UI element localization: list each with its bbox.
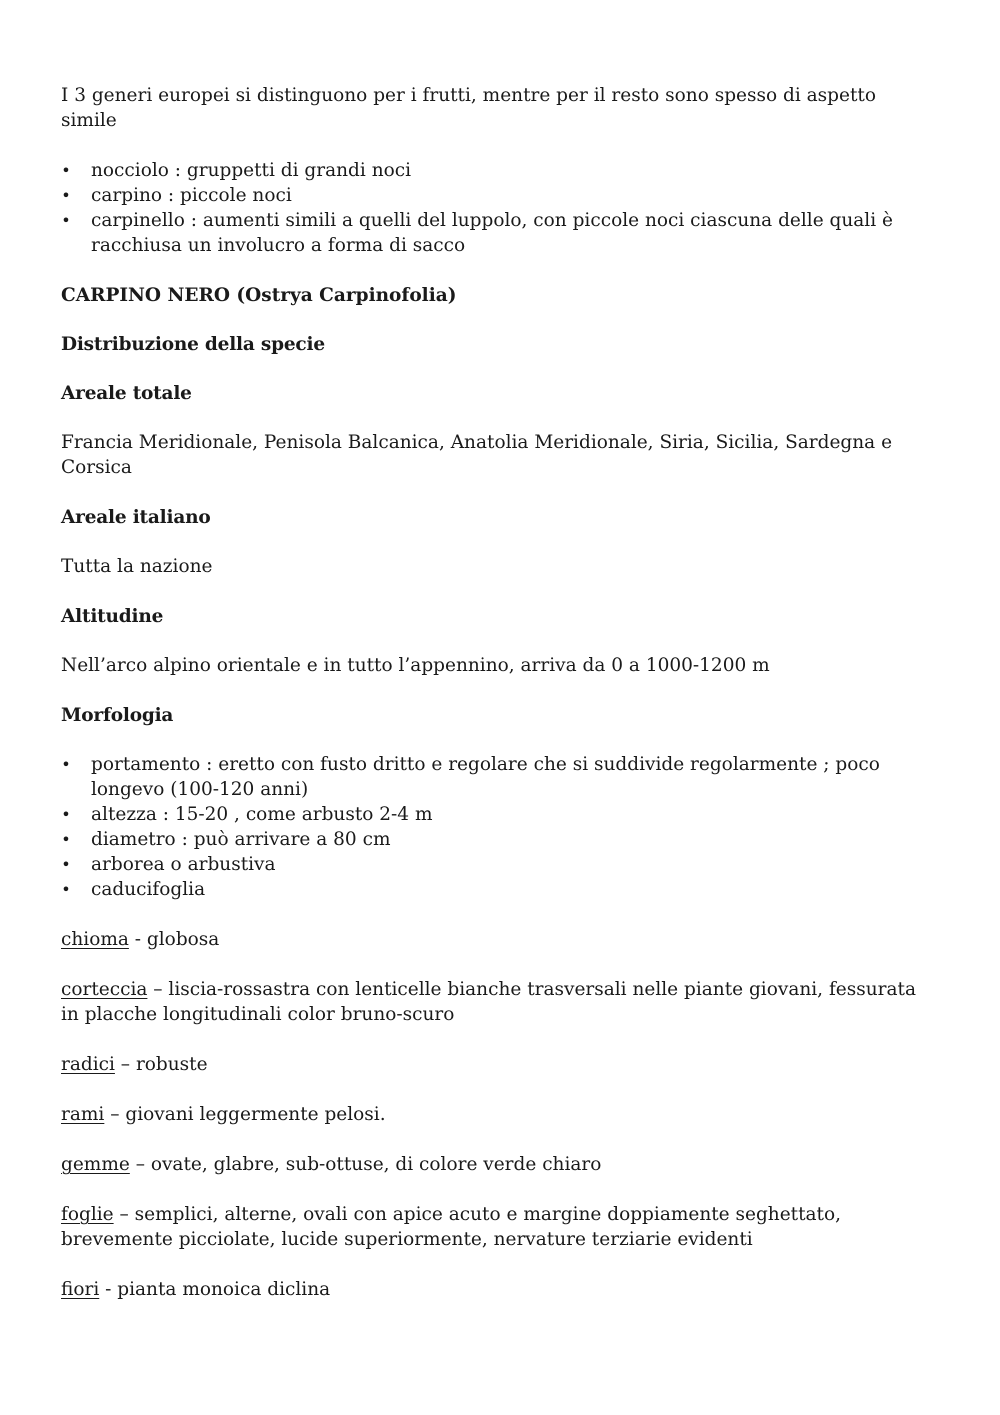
bullet-icon: • xyxy=(61,186,71,205)
feature-gemme: gemme – ovate, glabre, sub-ottuse, di colore verde chiaro xyxy=(61,1154,602,1175)
altitudine-heading: Altitudine xyxy=(61,606,164,627)
bullet-icon: • xyxy=(61,855,71,874)
feature-term: corteccia xyxy=(61,979,148,1000)
list-item: • arborea o arbustiva xyxy=(61,854,276,875)
feature-foglie: foglie – semplici, alterne, ovali con apice acuto e margine doppiamente seghettato, brevemente picciolate, lucide superiormente, nervature terziarie evidenti xyxy=(61,1204,842,1250)
list-item: • carpinello : aumenti simili a quelli del luppolo, con piccole noci ciascuna delle quali è racchiusa un involucro a forma di sacco xyxy=(61,210,893,256)
list-item: • diametro : può arrivare a 80 cm xyxy=(61,829,391,850)
feature-corteccia: corteccia – liscia-rossastra con lenticelle bianche trasversali nelle piante giovani, fessurata in placche longitudinali color bruno-scuro xyxy=(61,979,916,1025)
feature-chioma: chioma - globosa xyxy=(61,929,220,950)
feature-term: chioma xyxy=(61,929,129,950)
distribution-heading: Distribuzione della specie xyxy=(61,334,325,355)
list-item: • nocciolo : gruppetti di grandi noci xyxy=(61,160,412,181)
list-item: • carpino : piccole noci xyxy=(61,185,292,206)
morfologia-heading: Morfologia xyxy=(61,705,174,726)
feature-term: gemme xyxy=(61,1154,130,1175)
bullet-icon: • xyxy=(61,805,71,824)
bullet-icon: • xyxy=(61,880,71,899)
areale-totale-heading: Areale totale xyxy=(61,383,192,404)
list-item: • portamento : eretto con fusto dritto e regolare che si suddivide regolarmente ; poco longevo (100-120 anni) xyxy=(61,754,880,800)
species-title: CARPINO NERO (Ostrya Carpinofolia) xyxy=(61,285,457,306)
areale-totale-text: Francia Meridionale, Penisola Balcanica, Anatolia Meridionale, Siria, Sicilia, Sardegna e Corsica xyxy=(61,432,893,478)
bullet-icon: • xyxy=(61,161,71,180)
feature-term: foglie xyxy=(61,1204,114,1225)
intro-paragraph: I 3 generi europei si distinguono per i frutti, mentre per il resto sono spesso di aspetto simile xyxy=(61,85,876,131)
areale-italiano-text: Tutta la nazione xyxy=(61,556,213,577)
list-item: • caducifoglia xyxy=(61,879,206,900)
feature-term: rami xyxy=(61,1104,105,1125)
feature-term: radici xyxy=(61,1054,115,1075)
feature-radici: radici – robuste xyxy=(61,1054,208,1075)
feature-term: fiori xyxy=(61,1279,100,1300)
feature-fiori: fiori - pianta monoica diclina xyxy=(61,1279,331,1300)
areale-italiano-heading: Areale italiano xyxy=(61,507,211,528)
bullet-icon: • xyxy=(61,830,71,849)
altitudine-text: Nell’arco alpino orientale e in tutto l’appennino, arriva da 0 a 1000-1200 m xyxy=(61,655,770,676)
document-page xyxy=(61,83,931,1327)
morfologia-list xyxy=(61,752,931,902)
genera-list xyxy=(61,158,931,258)
list-item: • altezza : 15-20 , come arbusto 2-4 m xyxy=(61,804,433,825)
feature-rami: rami – giovani leggermente pelosi. xyxy=(61,1104,386,1125)
bullet-icon: • xyxy=(61,211,71,230)
bullet-icon: • xyxy=(61,755,71,774)
